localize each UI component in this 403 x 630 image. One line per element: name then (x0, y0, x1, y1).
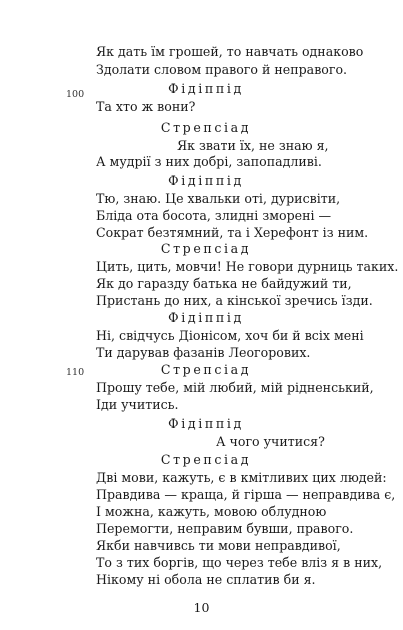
verse-line: Бліда ота босота, злидні зморені — (96, 208, 332, 223)
line-number: 100 (66, 89, 85, 100)
verse-line: І можна, кажуть, мовою облудною (96, 504, 327, 519)
verse-line: Нікому ні обола не сплатив би я. (96, 572, 316, 587)
verse-line: Сократ безтямний, та і Херефонт із ним. (96, 225, 369, 240)
speaker-heading: Фідіппід (168, 81, 244, 96)
verse-line: Та хто ж вони? (96, 99, 196, 114)
speaker-heading: Стрепсіад (160, 241, 252, 256)
speaker-heading: Фідіппід (168, 310, 244, 325)
speaker-heading: Фідіппід (168, 416, 244, 431)
verse-line: Перемогти, неправим бувши, правого. (96, 521, 354, 536)
verse-line: Іди учитись. (96, 397, 179, 412)
verse-line: Як дать їм грошей, то навчать однаково (96, 44, 364, 59)
verse-line: Дві мови, кажуть, є в кмітливих цих людей: (96, 470, 387, 485)
verse-line: Прошу тебе, мій любий, мій рідненський, (96, 380, 374, 395)
verse-line: Ні, свідчусь Діонісом, хоч би й всіх мені (96, 328, 364, 343)
verse-line: Правдива — краща, й гірша — неправдива є, (96, 487, 396, 502)
verse-line: А чого учитися? (216, 434, 325, 449)
verse-line: Пристань до них, а кінської зречись їзди. (96, 293, 373, 308)
speaker-heading: Стрепсіад (160, 452, 252, 467)
verse-line: Як до гаразду батька не байдужий ти, (96, 276, 352, 291)
verse-line: Цить, цить, мовчи! Не говори дурниць таких. (96, 259, 399, 274)
verse-line: Якби навчивсь ти мови неправдивої, (96, 538, 341, 553)
verse-line: То з тих боргів, що через тебе вліз я в них, (96, 555, 383, 570)
verse-line: А мудрії з них добрі, запопадливі. (96, 154, 322, 169)
speaker-heading: Стрепсіад (160, 120, 252, 135)
page-number: 10 (193, 600, 210, 615)
speaker-heading: Стрепсіад (160, 362, 252, 377)
verse-line: Тю, знаю. Це хвальки оті, дурисвіти, (96, 191, 341, 206)
verse-line: Здолати словом правого й неправого. (96, 62, 348, 77)
verse-line: Як звати їх, не знаю я, (177, 138, 329, 153)
verse-line: Ти дарував фазанів Леогорових. (96, 345, 311, 360)
speaker-heading: Фідіппід (168, 173, 244, 188)
line-number: 110 (66, 367, 85, 378)
